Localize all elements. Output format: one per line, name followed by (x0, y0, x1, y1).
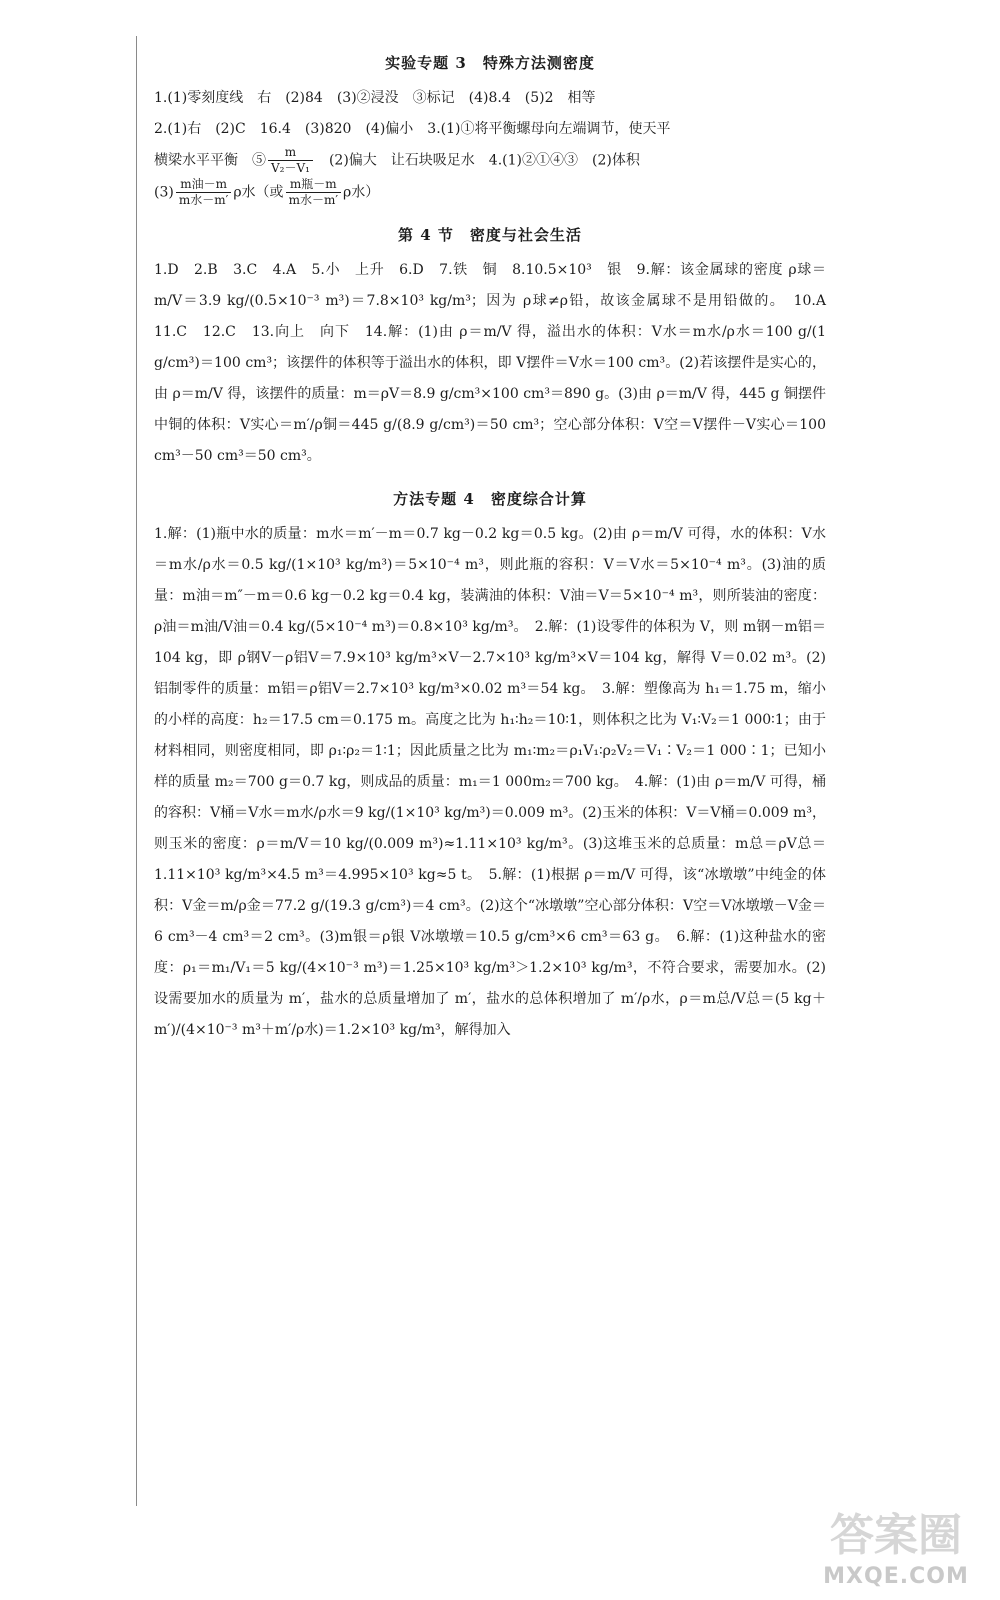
fraction-numerator: m瓶－m (286, 177, 341, 193)
page-margin-rule (136, 36, 137, 1506)
site-watermark (808, 1508, 984, 1592)
oil-density-fraction (176, 177, 231, 208)
exp3-line-3-text-a: 横梁水平平衡 ⑤ (154, 152, 266, 169)
section-title-method-4: 方法专题 4 密度综合计算 (393, 490, 587, 508)
exp3-line-4-text-a: (3) (154, 184, 174, 200)
fraction-numerator: m (268, 145, 313, 161)
method-4-answers: 1.解：(1)瓶中水的质量：m水＝m′－m＝0.7 kg－0.2 kg＝0.5 kg。(2)由 ρ＝m/V 可得，水的体积：V水＝m水/ρ水＝0.5 kg/(1×10³ kg/m³)＝5×10⁻⁴ m³，则此瓶的容积：V＝V水＝5×10⁻⁴ m³。(3)油的质量：m油＝m″－m＝0.6 kg－0.2 kg＝0.4 kg，装满油的体积：V油＝V＝5×10⁻⁴ m³，则所装油的密度：ρ油＝m油/V油＝0.4 kg/(5×10⁻⁴ m³)＝0.8×10³ kg/m³。 2.解：(1)设零件的体积为 V，则 m钢－m铝＝104 kg，即 ρ钢V－ρ铝V＝7.9×10³ kg/m³×V－2.7×10³ kg/m³×V＝104 kg，解得 V＝0.02 m³。(2)铝制零件的质量：m铝＝ρ铝V＝2.7×10³ kg/m³×0.02 m³＝54 kg。 3.解：塑像高为 h₁＝1.75 m，缩小的小样的高度：h₂＝17.5 cm＝0.175 m。高度之比为 h₁∶h₂＝10∶1，则体积之比为 V₁∶V₂＝1 000∶1；由于材料相同，则密度相同，即 ρ₁∶ρ₂＝1∶1；因此质量之比为 m₁∶m₂＝ρ₁V₁∶ρ₂V₂＝V₁∶V₂＝1 000∶1；已知小样的质量 m₂＝700 g＝0.7 kg，则成品的质量：m₁＝1 000m₂＝700 kg。 4.解：(1)由 ρ＝m/V 可得，桶的容积：V桶＝V水＝m水/ρ水＝9 kg/(1×10³ kg/m³)＝0.009 m³。(2)玉米的体积：V＝V桶＝0.009 m³，则玉米的密度：ρ＝m/V＝10 kg/(0.009 m³)≈1.11×10³ kg/m³。(3)这堆玉米的总质量：m总＝ρV总＝1.11×10³ kg/m³×4.5 m³＝4.995×10³ kg≈5 t。 5.解：(1)根据 ρ＝m/V 可得，该“冰墩墩”中纯金的体积：V金＝m/ρ金＝77.2 g/(19.3 g/cm³)＝4 cm³。(2)这个“冰墩墩”空心部分体积：V空＝V冰墩墩－V金＝6 cm³－4 cm³＝2 cm³。(3)m银＝ρ银 V冰墩墩＝10.5 g/cm³×6 cm³＝63 g。 6.解：(1)这种盐水的密度：ρ₁＝m₁/V₁＝5 kg/(4×10⁻³ m³)＝1.25×10³ kg/m³＞1.2×10³ kg/m³，不符合要求，需要加水。(2)设需要加水的质量为 m′，盐水的总质量增加了 m′，盐水的总体积增加了 m′/ρ水，ρ＝m总/V总＝(5 kg＋m′)/(4×10⁻³ m³＋m′/ρ水)＝1.2×10³ kg/m³，解得加入 (154, 526, 826, 1038)
section-title-experiment-3: 实验专题 3 特殊方法测密度 (385, 54, 595, 72)
density-fraction (268, 145, 313, 176)
fraction-denominator: V₂－V₁ (271, 161, 310, 175)
exp3-line-4-text-c: ρ水） (343, 184, 380, 200)
fraction-denominator: m水－m′ (178, 192, 229, 207)
section-4-answers: 1.D 2.B 3.C 4.A 5.小 上升 6.D 7.铁 铜 8.10.5×10³ 银 9.解：该金属球的密度 ρ球＝m/V＝3.9 kg/(0.5×10⁻³ m³)＝7.8×10³ kg/m³；因为 ρ球≠ρ铅，故该金属球不是用铅做的。 10.A 11.C 12.C 13.向上 向下 14.解：(1)由 ρ＝m/V 得，溢出水的体积：V水＝m水/ρ水＝100 g/(1 g/cm³)＝100 cm³；该摆件的体积等于溢出水的体积，即 V摆件＝V水＝100 cm³。(2)若该摆件是实心的，由 ρ＝m/V 得，该摆件的质量：m＝ρV＝8.9 g/cm³×100 cm³＝890 g。(3)由 ρ＝m/V 得，445 g 铜摆件中铜的体积：V实心＝m′/ρ铜＝445 g/(8.9 g/cm³)＝50 cm³；空心部分体积：V空＝V摆件－V实心＝100 cm³－50 cm³＝50 cm³。 (154, 262, 840, 464)
section-title-section-4: 第 4 节 密度与社会生活 (398, 226, 582, 244)
exp3-line-4-text-b: ρ水（或 (233, 184, 284, 200)
exp3-line-3 (154, 145, 826, 177)
watermark-logo: 答案圈 (830, 1510, 962, 1561)
bottle-density-fraction (286, 177, 341, 208)
exp3-line-3-text-b: (2)偏大 让石块吸足水 4.(1)②①④③ (2)体积 (314, 152, 640, 169)
watermark-site: MXQE.COM (823, 1564, 969, 1589)
exp3-line-4 (154, 177, 826, 209)
fraction-denominator: m水－m′ (288, 192, 339, 207)
answer-page (154, 46, 840, 1046)
exp3-line-1: 1.(1)零刻度线 右 (2)84 (3)②浸没 ③标记 (4)8.4 (5)2 相等 (154, 90, 596, 106)
fraction-numerator: m油－m (176, 177, 231, 193)
exp3-line-2: 2.(1)右 (2)C 16.4 (3)820 (4)偏小 3.(1)①将平衡螺母向左端调节，使天平 (154, 121, 671, 137)
